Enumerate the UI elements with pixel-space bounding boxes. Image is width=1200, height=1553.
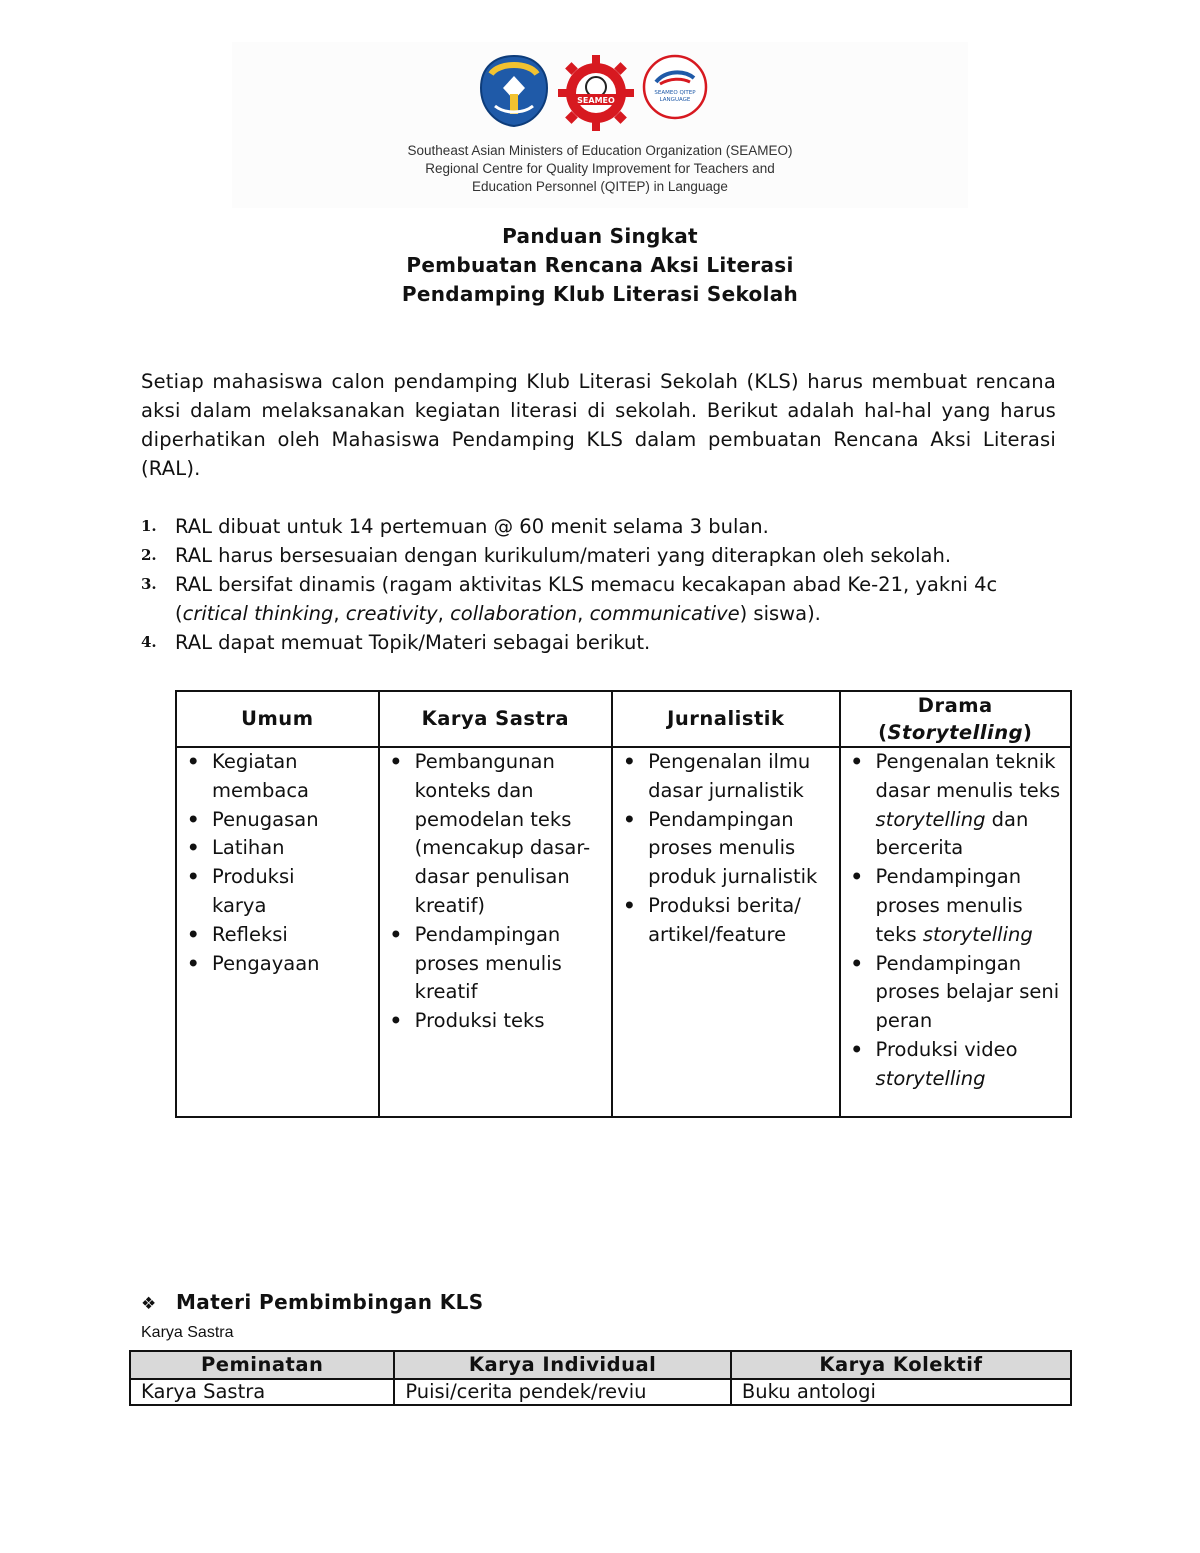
separator: ,: [577, 602, 590, 625]
table-row: [130, 1379, 1071, 1405]
cell-umum: [176, 747, 379, 1117]
table-cell: Puisi/cerita pendek/reviu: [394, 1379, 731, 1405]
list-item-text: RAL harus bersesuaian dengan kurikulum/materi yang diterapkan oleh sekolah.: [175, 544, 952, 567]
cell-karya-sastra: [379, 747, 612, 1117]
list-item: • Refleksi: [185, 921, 374, 950]
list-item: [849, 748, 1066, 863]
header-karya-sastra: Karya Sastra: [379, 691, 612, 747]
list-item: • Produksi karya: [185, 863, 374, 921]
bullet-list: [177, 748, 378, 978]
paren: (: [878, 721, 888, 744]
header-karya-individual: Karya Individual: [394, 1351, 731, 1379]
intro-paragraph: Setiap mahasiswa calon pendamping Klub Literasi Sekolah (KLS) harus membuat rencana aksi dalam melaksanakan kegiatan literasi di sekolah. Berikut adalah hal-hal yang harus diperhatikan oleh Mahasiswa Pendamping KLS dalam pembuatan Rencana Aksi Literasi (RAL).: [141, 370, 1056, 480]
materi-heading: [141, 1290, 484, 1314]
title-line-3: Pendamping Klub Literasi Sekolah: [401, 282, 799, 306]
table-cell: Karya Sastra: [130, 1379, 394, 1405]
list-item-text: RAL dapat memuat Topik/Materi sebagai berikut.: [175, 631, 651, 654]
list-number: 3.: [141, 575, 157, 593]
list-item: • Produksi berita/ artikel/feature: [621, 892, 834, 950]
list-item: [849, 863, 1066, 949]
header-jurnalistik: Jurnalistik: [612, 691, 839, 747]
requirements-list: [141, 512, 1071, 657]
materi-heading-text: Materi Pembimbingan KLS: [176, 1290, 484, 1314]
title-line-1: Panduan Singkat: [502, 224, 698, 248]
italic-term: storytelling: [875, 1066, 986, 1090]
svg-text:LANGUAGE: LANGUAGE: [659, 97, 691, 103]
logos-row: [232, 54, 968, 149]
italic-term: creativity: [345, 602, 438, 625]
header-karya-kolektif: Karya Kolektif: [731, 1351, 1071, 1379]
list-item: [141, 628, 1071, 657]
seameo-logo: [557, 54, 635, 132]
table-row: [176, 747, 1071, 1117]
list-item: • Pembangunan konteks dan pemodelan teks (mencakup dasar-dasar penulisan kreatif): [388, 748, 607, 921]
table-header-row: [130, 1351, 1071, 1379]
list-item: • Pengayaan: [185, 950, 374, 979]
separator: ,: [437, 602, 451, 625]
bullet-list: [380, 748, 611, 1036]
peminatan-table: [129, 1350, 1072, 1406]
text-run: dan bercerita: [875, 807, 1029, 860]
tut-wuri-handayani-logo: [479, 54, 549, 128]
italic-term: communicative: [589, 602, 740, 625]
header-drama: [840, 691, 1071, 747]
bullet-list: [841, 748, 1070, 1094]
header-drama-line: Drama: [917, 694, 993, 717]
header-logos: [232, 42, 968, 208]
list-item: [849, 1036, 1066, 1094]
header-umum: Umum: [176, 691, 379, 747]
list-item-text: [175, 573, 997, 625]
document-title: [0, 222, 1200, 309]
table-header-row: [176, 691, 1071, 747]
text-run: ) siswa).: [739, 602, 821, 625]
svg-text:SEAMEO: SEAMEO: [577, 96, 615, 105]
list-item-text: RAL dibuat untuk 14 pertemuan @ 60 menit selama 3 bulan.: [175, 515, 769, 538]
list-item: • Pendampingan proses menulis kreatif: [388, 921, 607, 1007]
italic-term: collaboration: [450, 602, 578, 625]
text-run: Pengenalan teknik dasar menulis teks: [875, 750, 1061, 802]
materi-subheading: Karya Sastra: [141, 1324, 234, 1341]
bullet-list: [613, 748, 838, 950]
header-drama-sub: [845, 719, 1066, 746]
list-item: [141, 570, 1071, 628]
cell-jurnalistik: [612, 747, 839, 1117]
italic-term: storytelling: [922, 922, 1033, 946]
list-number: 2.: [141, 546, 157, 564]
title-line-2: Pembuatan Rencana Aksi Literasi: [406, 253, 794, 277]
text-run: Produksi video: [875, 1037, 1018, 1061]
italic-term: Storytelling: [887, 721, 1024, 744]
org-line: Southeast Asian Ministers of Education Organization (SEAMEO): [407, 143, 793, 158]
text-run: RAL bersifat dinamis (ragam aktivitas KLS memacu kecakapan abad Ke-21, yakni 4c (: [175, 573, 998, 625]
list-item: • Kegiatan membaca: [185, 748, 374, 806]
italic-term: storytelling: [875, 807, 986, 831]
topics-table: [175, 690, 1072, 1118]
org-line: Regional Centre for Quality Improvement for Teachers and: [425, 161, 775, 176]
org-name: [232, 142, 968, 196]
list-item: [141, 541, 1071, 570]
separator: ,: [333, 602, 346, 625]
diamond-bullet-icon: ❖: [141, 1294, 157, 1314]
list-number: 1.: [141, 517, 157, 535]
cell-drama: [840, 747, 1071, 1117]
svg-text:SEAMEO QITEP: SEAMEO QITEP: [654, 90, 696, 96]
list-item: • Pendampingan proses belajar seni peran: [849, 950, 1066, 1036]
text-run: Pendampingan proses menulis teks: [875, 865, 1023, 946]
seameo-qitep-language-logo: [642, 54, 708, 120]
paren: ): [1023, 721, 1033, 744]
list-item: • Produksi teks: [388, 1007, 607, 1036]
table-cell: Buku antologi: [731, 1379, 1071, 1405]
header-peminatan: Peminatan: [130, 1351, 394, 1379]
org-line: Education Personnel (QITEP) in Language: [472, 179, 728, 194]
list-item: • Pengenalan ilmu dasar jurnalistik: [621, 748, 834, 806]
list-item: [141, 512, 1071, 541]
list-number: 4.: [141, 633, 157, 651]
list-item: • Latihan: [185, 834, 374, 863]
list-item: • Pendampingan proses menulis produk jurnalistik: [621, 806, 834, 892]
list-item: • Penugasan: [185, 806, 374, 835]
italic-term: critical thinking: [182, 602, 334, 625]
